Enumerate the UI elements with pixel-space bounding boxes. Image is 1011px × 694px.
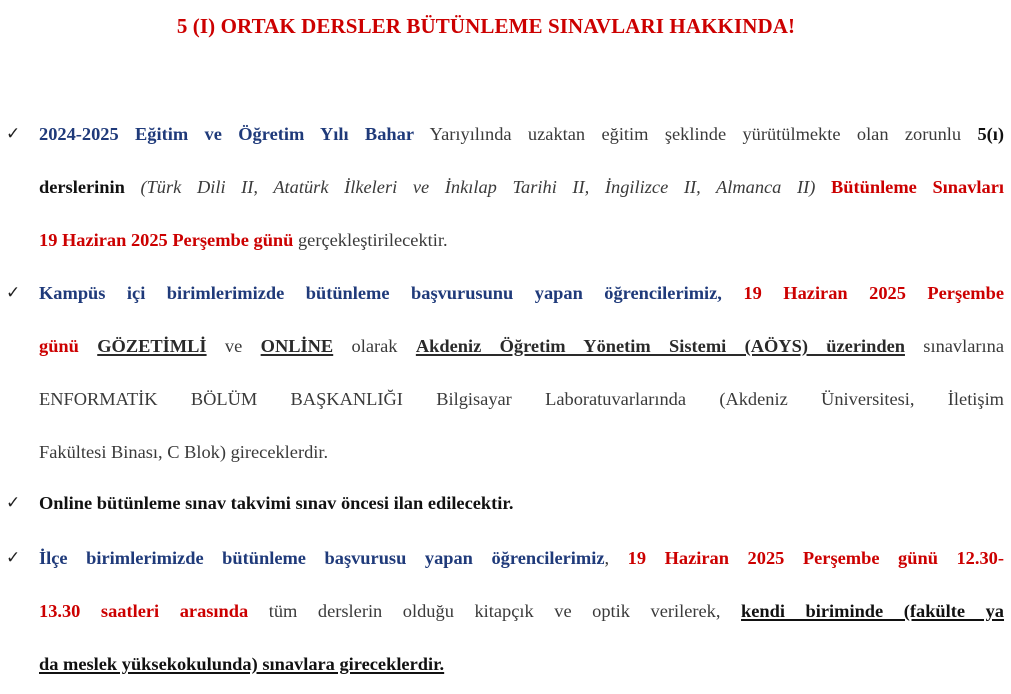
- district-students-text: İlçe birimlerimizde bütünleme başvurusu yapan öğrencilerimiz: [39, 548, 605, 568]
- own-unit-ending: da meslek yüksekokulunda) sınavlara gireceklerdir.: [39, 654, 445, 674]
- exam-date-time: 19 Haziran 2025 Perşembe günü 12.30-: [627, 548, 1004, 568]
- conjunction-text: ve: [206, 336, 261, 356]
- bullet-2-line-2: [39, 334, 1004, 358]
- check-mark-icon: ✓: [6, 283, 21, 303]
- bullet-4-line-3: [39, 652, 1004, 676]
- connector-text: olarak: [333, 336, 416, 356]
- space: [79, 336, 97, 356]
- bullet-4-line-1: [39, 546, 1004, 570]
- exam-name: Bütünleme Sınavları: [815, 177, 1004, 197]
- bullet-1-text: Yarıyılında uzaktan eğitim şeklinde yürütülmekte olan zorunlu: [413, 124, 978, 144]
- bullet-4-line-2: [39, 599, 1004, 623]
- bullet-1-line-3: [39, 228, 1004, 252]
- online-label: ONLİNE: [260, 336, 334, 356]
- academic-year-text: 2024-2025 Eğitim ve Öğretim Yılı Bahar: [39, 124, 414, 144]
- aoys-system-text: Akdeniz Öğretim Yönetim Sistemi (AÖYS) üzerinden: [415, 336, 905, 356]
- bullet-4-text: tüm derslerin olduğu kitapçık ve optik verilerek,: [248, 601, 742, 621]
- check-mark-icon: ✓: [6, 124, 21, 144]
- bullet-1-line-2: [39, 175, 1004, 199]
- exam-date: 19 Haziran 2025 Perşembe: [721, 283, 1004, 303]
- course-count-text: 5(ı): [977, 124, 1004, 144]
- bullet-2-line-4: Fakültesi Binası, C Blok) gireceklerdir.: [39, 442, 329, 462]
- courses-label: derslerinin: [39, 177, 125, 197]
- comma-text: ,: [604, 548, 628, 568]
- exam-day: günü: [39, 336, 79, 356]
- own-unit-text: kendi biriminde (fakülte ya: [741, 601, 1005, 621]
- check-mark-icon: ✓: [6, 493, 21, 513]
- page-title: 5 (I) ORTAK DERSLER BÜTÜNLEME SINAVLARI HAKKINDA!: [176, 14, 796, 38]
- check-mark-icon: ✓: [6, 548, 21, 568]
- campus-students-text: Kampüs içi birimlerimizde bütünleme başvurusunu yapan öğrencilerimiz,: [39, 283, 722, 303]
- course-list: (Türk Dili II, Atatürk İlkeleri ve İnkılap Tarihi II, İngilizce II, Almanca II): [124, 177, 816, 197]
- bullet-3-line-1: Online bütünleme sınav takvimi sınav öncesi ilan edilecektir.: [39, 493, 514, 513]
- exam-date: 19 Haziran 2025 Perşembe günü: [39, 230, 294, 250]
- bullet-2-text: sınavlarına: [904, 336, 1004, 356]
- bullet-1-ending: gerçekleştirilecektir.: [293, 230, 448, 250]
- proctored-label: GÖZETİMLİ: [97, 336, 207, 356]
- bullet-2-line-1: [39, 281, 1004, 305]
- exam-time-range: 13.30 saatleri arasında: [39, 601, 249, 621]
- bullet-2-line-3: ENFORMATİK BÖLÜM BAŞKANLIĞI Bilgisayar Laboratuvarlarında (Akdeniz Üniversitesi, İletişim: [39, 389, 1004, 409]
- bullet-1-line-1: [39, 122, 1004, 146]
